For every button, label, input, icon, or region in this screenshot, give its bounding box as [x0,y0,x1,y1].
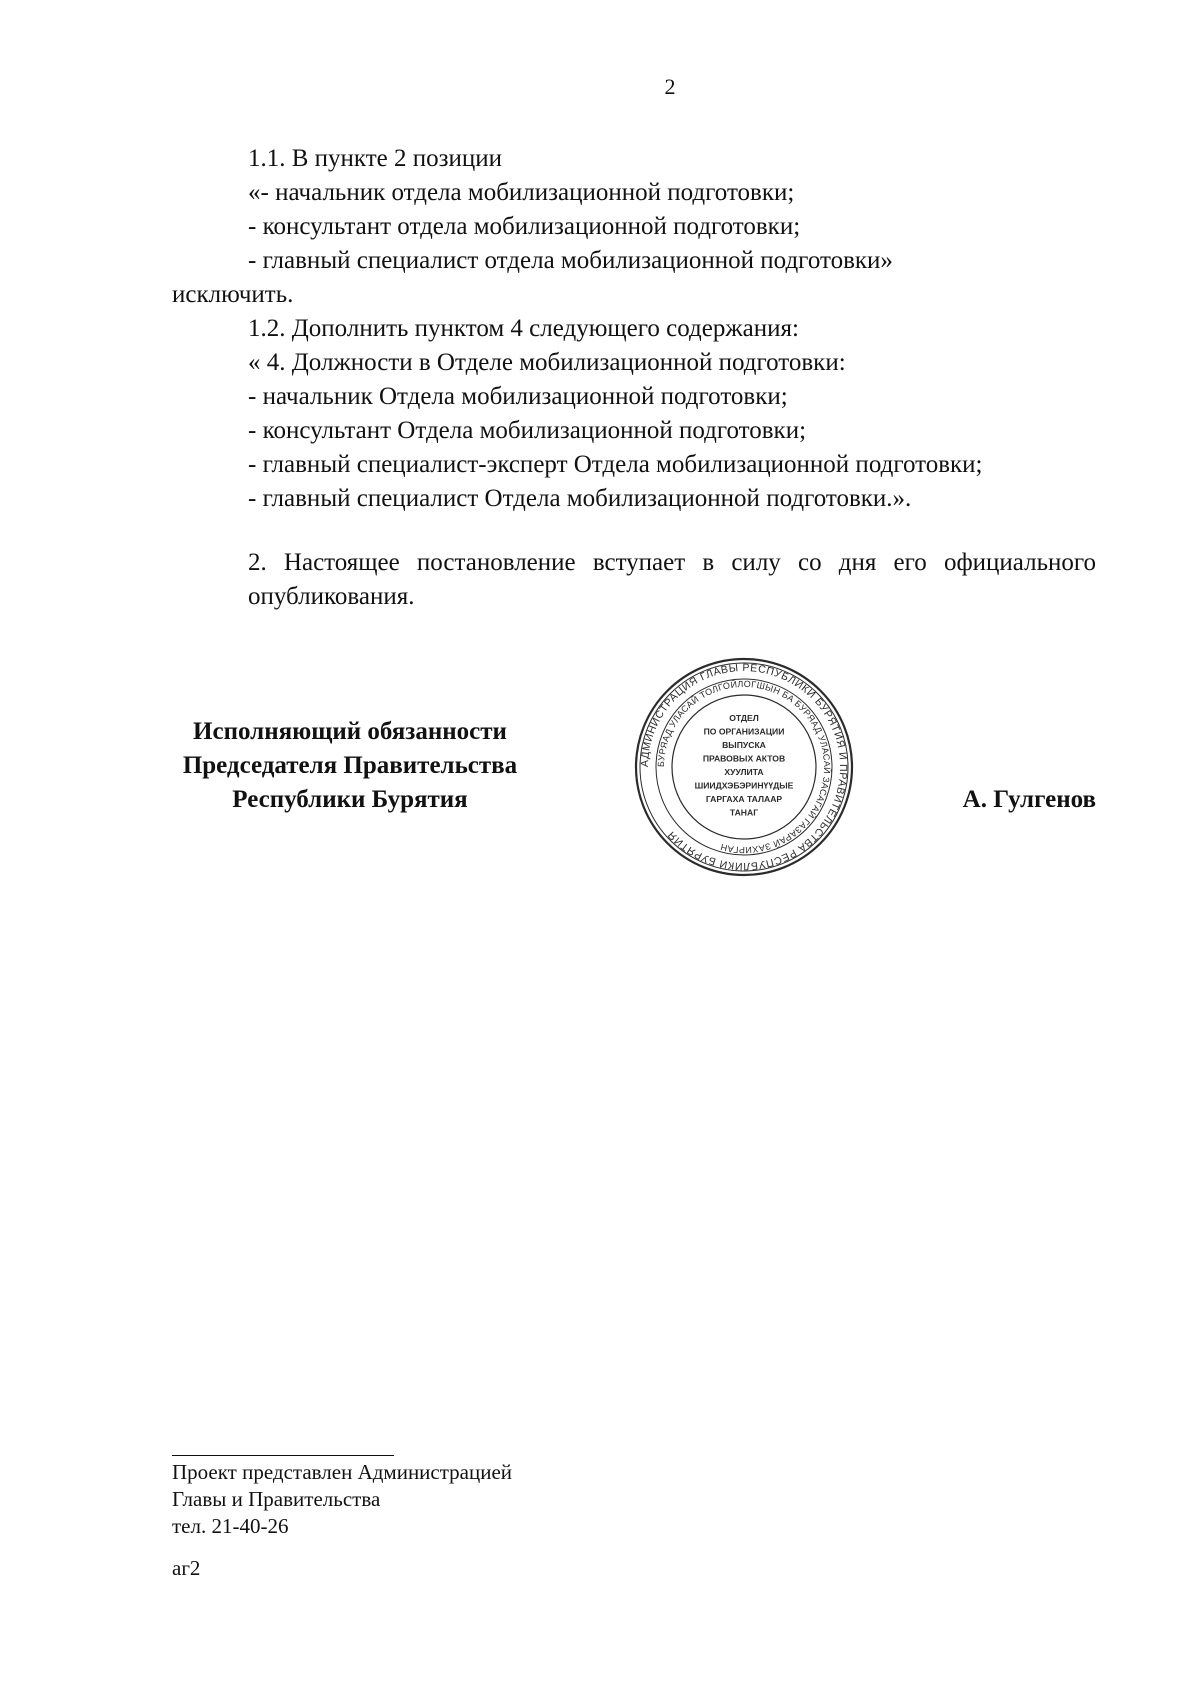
list-item: - главный специалист отдела мобилизационной подготовки» [248,247,893,274]
list-item: - консультант Отдела мобилизационной подготовки; [248,417,807,444]
page-number: 2 [664,74,676,99]
seal-center-line: ТАНАГ [729,807,759,818]
seal-center-line: ПО ОРГАНИЗАЦИИ [703,726,785,737]
signatory-title-line: Республики Бурятия [232,786,468,813]
footnote-line: Главы и Правительства [172,1487,381,1511]
seal-graphic [632,655,856,879]
clause-2: 2. Настоящее постановление вступает в силу со дня его официального опубликования. [248,549,1096,610]
seal-center-text [695,713,794,818]
seal-inner-text: БУРЯАД УЛАСАЙ ТОЛГОЙЛОГШЫН БА БУРЯАД УЛАСАЙ ЗАСАГАЙ ГАЗАРАЙ ЗАХИРГАН [655,678,833,856]
amendment-1-1-intro: 1.1. В пункте 2 позиции [248,145,503,172]
seal-center-line: ХУУЛИТА [724,767,764,777]
list-item: - консультант отдела мобилизационной подготовки; [248,213,801,240]
seal-outer-text: АДМИНИСТРАЦИЯ ГЛАВЫ РЕСПУБЛИКИ БУРЯТИЯ И ПРАВИТЕЛЬСТВА РЕСПУБЛИКИ БУРЯТИЯ [638,661,850,873]
footnote-line: Проект представлен Администрацией [172,1460,513,1484]
footnote-divider [172,1455,394,1456]
footnote-line: тел. 21-40-26 [172,1514,289,1538]
amendment-1-2-intro: 1.2. Дополнить пунктом 4 следующего содержания: [248,315,799,342]
seal-center-line: ОТДЕЛ [729,713,759,723]
seal-center-line: ШИИДХЭБЭРИНҮҮДЫЕ [694,780,794,791]
official-seal [632,655,856,879]
footnote [172,1459,512,1540]
amendment-1-2-heading: « 4. Должности в Отделе мобилизационной подготовки: [248,349,846,376]
seal-center-line: ГАРГАХА ТАЛААР [705,794,783,804]
list-item: - начальник Отдела мобилизационной подготовки; [248,383,788,410]
seal-center-line: ПРАВОВЫХ АКТОВ [702,753,786,764]
signatory-title-line: Председателя Правительства [182,752,518,779]
signer-name: А. Гулгенов [962,786,1096,813]
amendment-1-1-action: исключить. [172,281,294,308]
list-item: - главный специалист-эксперт Отдела мобилизационной подготовки; [248,451,983,478]
paragraph-gap [172,516,1096,546]
signatory-title-line: Исполняющий обязанности [193,718,507,745]
signatory-title [150,715,550,817]
seal-center-line: ВЫПУСКА [722,740,766,750]
list-item: «- начальник отдела мобилизационной подготовки; [248,179,795,206]
document-body [172,142,1096,614]
list-item: - главный специалист Отдела мобилизационной подготовки.». [248,485,912,512]
document-code: аг2 [172,1556,201,1580]
